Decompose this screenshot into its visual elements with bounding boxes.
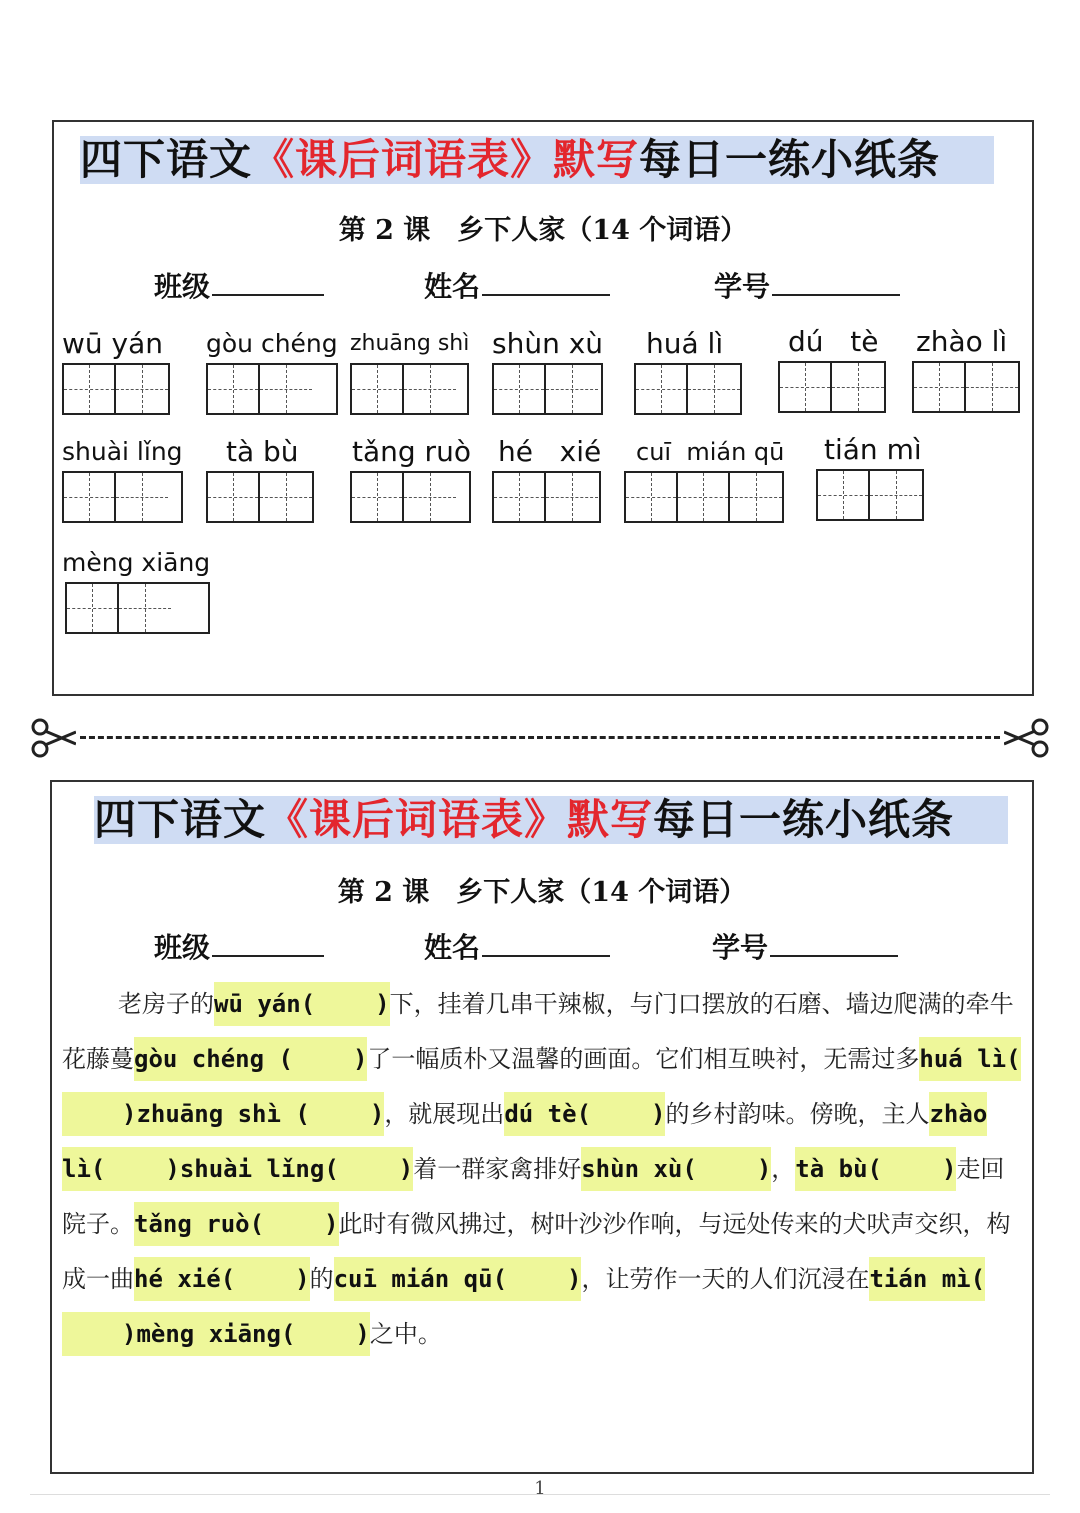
pinyin-blank[interactable]: dú tè( ) [504,1092,665,1136]
writing-grid[interactable] [206,363,338,415]
banner-title [80,136,994,184]
fill-in-passage [62,977,1026,1362]
banner-text-grade: 四下语文 [94,795,267,844]
word-pinyin: hé xié [498,435,602,468]
dashed-divider [80,736,1000,739]
page-number: 1 [534,1478,546,1499]
word-pinyin: dú tè [788,325,879,358]
word-pinyin: tà bù [226,435,299,468]
writing-grid[interactable] [65,582,210,634]
word-pinyin: huá lì [646,327,724,360]
banner-text-grade: 四下语文 [80,135,253,184]
word-item [62,327,170,415]
word-item [350,327,469,415]
student-info-row [154,926,954,966]
number-label: 学号 [712,931,769,964]
word-pinyin: shùn xù [492,327,604,360]
word-pinyin: wū yán [62,327,164,360]
word-pinyin: mèng xiāng [62,548,211,577]
word-pinyin: shuài lǐng [62,437,183,466]
writing-grid[interactable] [912,361,1020,413]
name-field[interactable] [424,265,610,305]
pinyin-blank[interactable]: mèng xiāng( ) [136,1312,369,1356]
writing-grid[interactable] [62,363,170,415]
writing-grid[interactable] [350,363,469,415]
scissors-icon [30,718,76,758]
name-label: 姓名 [424,931,481,964]
word-item [816,433,924,521]
word-pinyin: gòu chéng [206,329,338,358]
class-field[interactable] [154,265,324,305]
pinyin-blank[interactable]: shuài lǐng( ) [180,1147,413,1191]
pinyin-blank[interactable]: shùn xù( ) [581,1147,771,1191]
word-item [62,546,210,634]
writing-grid[interactable] [778,361,886,413]
banner-text-topic: 《课后词语表》默写 [252,135,640,184]
writing-grid[interactable] [492,471,601,523]
cut-line [30,718,1050,758]
class-label: 班级 [154,931,211,964]
word-item [912,325,1020,413]
writing-grid[interactable] [624,471,784,523]
word-item [206,435,314,523]
writing-grid[interactable] [206,471,314,523]
word-item [206,327,338,415]
pinyin-blank[interactable]: huá lì() [62,1037,1021,1136]
pinyin-blank[interactable]: zhào lì( ) [62,1092,987,1191]
word-pinyin: zhào lì [916,325,1008,358]
lesson-title: 第 2 课 乡下人家（14 个词语） [337,877,747,908]
word-pinyin: tián mì [824,433,922,466]
word-item [778,325,886,413]
writing-grid[interactable] [350,471,471,523]
pinyin-blank[interactable]: gòu chéng ( ) [134,1037,367,1081]
word-item [350,435,471,523]
word-item [492,327,603,415]
word-item [624,435,784,523]
word-pinyin: tǎng ruò [352,435,471,468]
worksheet-top [52,120,1034,696]
pinyin-blank[interactable]: zhuāng shì ( ) [136,1092,384,1136]
word-item [492,435,601,523]
writing-grid[interactable] [492,363,603,415]
pinyin-blank[interactable]: wū yán( ) [214,982,390,1026]
writing-grid[interactable] [634,363,742,415]
number-field[interactable] [712,926,898,966]
footer-divider [30,1494,1050,1495]
banner-title [94,796,1008,844]
passage-paragraph: 老房子的wū yán( )下，挂着几串干辣椒，与门口摆放的石磨、墙边爬满的牵牛花藤蔓gòu chéng ( )了一幅质朴又温馨的画面。它们相互映衬，无需过多huá lì()zhuāng shì ( )，就展现出dú tè( )的乡村韵味。傍晚，主人zhào lì( )shuài lǐng( )着一群家禽排好shùn xù( )，tà bù( )走回院子。tǎng ruò( )此时有微风拂过，树叶沙沙作响，与远处传来的犬吠声交织，构成一曲hé xié( )的cuī mián qū( )，让劳作一天的人们沉浸在tián mì()mèng xiāng( )之中。 [62,977,1026,1362]
pinyin-blank[interactable]: cuī mián qū( ) [334,1257,582,1301]
worksheet-bottom [50,780,1034,1474]
number-label: 学号 [714,270,771,303]
banner-text-practice: 每日一练小纸条 [653,795,955,844]
scissors-icon [1004,718,1050,758]
student-info-row [154,265,954,305]
pinyin-blank[interactable]: tǎng ruò( ) [134,1202,339,1246]
name-label: 姓名 [424,270,481,303]
pinyin-blank[interactable]: hé xié( ) [134,1257,310,1301]
name-field[interactable] [424,926,610,966]
writing-grid[interactable] [62,471,183,523]
word-item [634,327,742,415]
word-item [62,435,183,523]
word-pinyin: cuī mián qū [636,438,785,466]
pinyin-blank[interactable]: tián mì() [62,1257,985,1356]
banner-text-topic: 《课后词语表》默写 [266,795,654,844]
pinyin-blank[interactable]: tà bù( ) [795,1147,956,1191]
class-field[interactable] [154,926,324,966]
class-label: 班级 [154,270,211,303]
writing-grid[interactable] [816,469,924,521]
banner-text-practice: 每日一练小纸条 [639,135,941,184]
number-field[interactable] [714,265,900,305]
word-pinyin: zhuāng shì [350,331,470,356]
lesson-title: 第 2 课 乡下人家（14 个词语） [338,215,748,246]
